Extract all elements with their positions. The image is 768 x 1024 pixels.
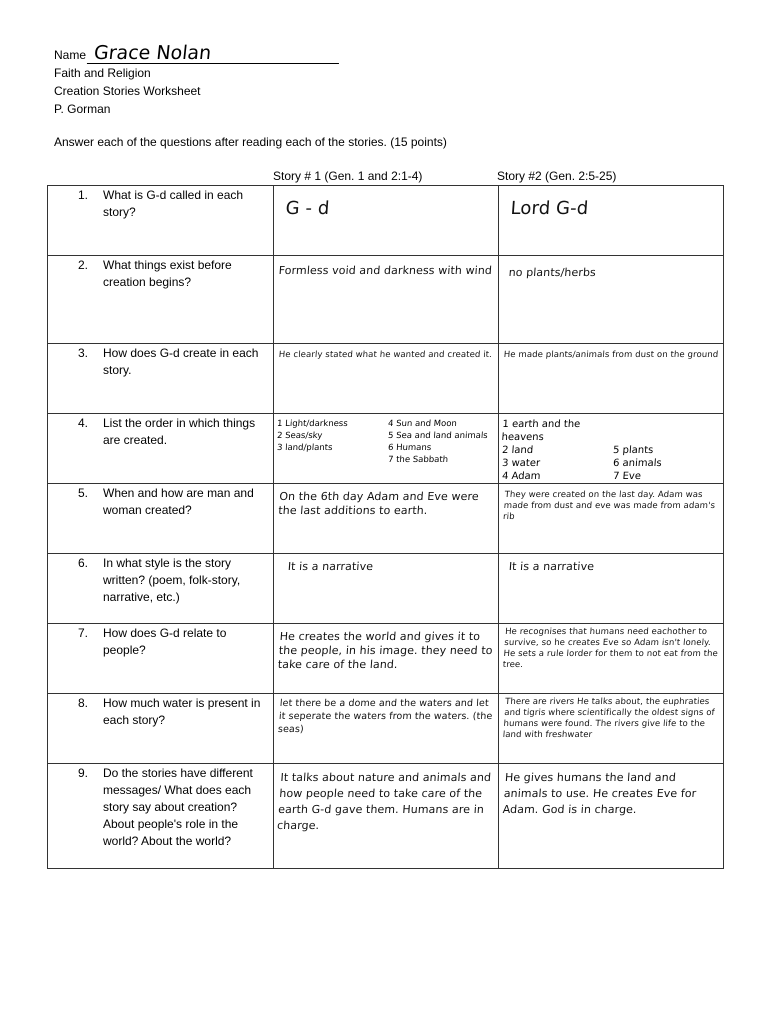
list-item: 5 Sea and land animals bbox=[387, 431, 488, 441]
answer-text: He recognises that humans need eachother to survive, so he creates Eve so Adam isn't lonely. He sets a rule lorder for them to not eat from the tree. bbox=[502, 627, 719, 670]
list-item bbox=[277, 454, 384, 466]
question-text: When and how are man and woman created? bbox=[103, 486, 254, 517]
list-item: 1 earth and the heavens bbox=[501, 419, 581, 443]
student-name: Grace Nolan bbox=[87, 43, 341, 64]
list-item: 4 Adam bbox=[501, 471, 541, 482]
answer-text: He clearly stated what he wanted and created it. bbox=[278, 350, 493, 360]
column-header-story2: Story #2 (Gen. 2:5-25) bbox=[497, 169, 617, 183]
answer-cell-story2 bbox=[499, 186, 724, 256]
list-item: 6 animals bbox=[612, 458, 662, 469]
question-number: 4. bbox=[78, 416, 89, 430]
list-item: 6 Humans bbox=[387, 443, 432, 453]
answer-cell-story1 bbox=[274, 344, 499, 414]
answer-cell-story2 bbox=[499, 344, 724, 414]
question-cell bbox=[48, 256, 274, 344]
question-number: 7. bbox=[78, 626, 89, 640]
question-cell bbox=[48, 186, 274, 256]
answer-text: no plants/herbs bbox=[508, 266, 597, 279]
answer-text: It talks about nature and animals and how people need to take care of the earth G-d gave them. Humans are in charge. bbox=[276, 771, 492, 832]
answer-cell-story2 bbox=[499, 764, 724, 869]
answer-cell-story1 bbox=[274, 414, 499, 484]
question-cell bbox=[48, 554, 274, 624]
list-item: 4 Sun and Moon bbox=[387, 419, 457, 429]
question-text: How much water is present in each story? bbox=[103, 696, 261, 727]
answer-text: He gives humans the land and animals to use. He creates Eve for Adam. God is in charge. bbox=[502, 771, 697, 816]
table-row bbox=[48, 484, 724, 554]
worksheet-header bbox=[54, 42, 340, 118]
answer-text: let there be a dome and the waters and let it seperate the waters from the waters. (the seas) bbox=[277, 698, 493, 735]
answer-cell-story1 bbox=[274, 764, 499, 869]
answer-cell-story1 bbox=[274, 186, 499, 256]
answer-cell-story1 bbox=[274, 624, 499, 694]
teacher-name: P. Gorman bbox=[54, 102, 111, 116]
question-number: 6. bbox=[78, 556, 89, 570]
table-row bbox=[48, 186, 724, 256]
answer-text: It is a narrative bbox=[508, 560, 595, 573]
answer-text: Formless void and darkness with wind bbox=[278, 264, 493, 277]
creation-order-list-story1 bbox=[274, 414, 498, 466]
question-text: In what style is the story written? (poem, folk-story, narrative, etc.) bbox=[103, 556, 241, 604]
answer-cell-story2 bbox=[499, 484, 724, 554]
answer-text: Lord G-d bbox=[509, 198, 589, 219]
answer-cell-story2 bbox=[499, 694, 724, 764]
column-header-story1: Story # 1 (Gen. 1 and 2:1-4) bbox=[273, 169, 423, 183]
creation-order-list-story2 bbox=[499, 414, 723, 483]
answer-text: They were created on the last day. Adam was made from dust and eve was made from adam's rib bbox=[502, 490, 716, 522]
table-row bbox=[48, 256, 724, 344]
list-item: 1 Light/darkness bbox=[276, 419, 349, 429]
instructions: Answer each of the questions after reading each of the stories. (15 points) bbox=[54, 135, 447, 149]
list-item: 2 land bbox=[501, 445, 534, 456]
question-number: 1. bbox=[78, 188, 89, 202]
table-row bbox=[48, 694, 724, 764]
question-number: 5. bbox=[78, 486, 89, 500]
question-cell bbox=[48, 484, 274, 554]
question-cell bbox=[48, 764, 274, 869]
answer-cell-story2 bbox=[499, 624, 724, 694]
table-row bbox=[48, 554, 724, 624]
course-name: Faith and Religion bbox=[54, 66, 151, 80]
question-number: 9. bbox=[78, 766, 89, 780]
question-number: 8. bbox=[78, 696, 89, 710]
question-cell bbox=[48, 344, 274, 414]
answer-text: There are rivers He talks about, the euphraties and tigris where scientifically the oldest signs of humans were found. The rivers give life to the land with freshwater bbox=[502, 697, 716, 740]
answer-text: He made plants/animals from dust on the ground bbox=[503, 350, 719, 360]
list-item: 7 the Sabbath bbox=[387, 455, 448, 465]
answer-text: It is a narrative bbox=[287, 560, 374, 573]
worksheet-table bbox=[47, 185, 724, 869]
answer-cell-story2 bbox=[499, 414, 724, 484]
name-label: Name bbox=[54, 48, 87, 62]
question-cell bbox=[48, 414, 274, 484]
list-item: 3 land/plants bbox=[276, 443, 333, 453]
name-line bbox=[54, 42, 340, 64]
list-item: 3 water bbox=[501, 458, 541, 469]
question-text: How does G-d relate to people? bbox=[103, 626, 227, 657]
table-row bbox=[48, 624, 724, 694]
table-row bbox=[48, 344, 724, 414]
question-number: 3. bbox=[78, 346, 89, 360]
question-text: What things exist before creation begins? bbox=[103, 258, 232, 289]
answer-cell-story2 bbox=[499, 256, 724, 344]
answer-cell-story1 bbox=[274, 694, 499, 764]
list-item bbox=[612, 418, 720, 444]
answer-cell-story1 bbox=[274, 256, 499, 344]
table-row bbox=[48, 764, 724, 869]
answer-cell-story1 bbox=[274, 554, 499, 624]
question-text: Do the stories have different messages/ What does each story say about creation? About people's role in the world? About the world? bbox=[103, 766, 253, 848]
answer-text: He creates the world and gives it to the people, in his image. they need to take care of the land. bbox=[277, 630, 494, 671]
question-number: 2. bbox=[78, 258, 89, 272]
question-text: What is G-d called in each story? bbox=[103, 188, 244, 219]
list-item: 2 Seas/sky bbox=[276, 431, 323, 441]
answer-text: On the 6th day Adam and Eve were the last additions to earth. bbox=[277, 490, 480, 517]
answer-cell-story1 bbox=[274, 484, 499, 554]
table-row bbox=[48, 414, 724, 484]
question-text: List the order in which things are created. bbox=[103, 416, 256, 447]
answer-text: G - d bbox=[284, 198, 331, 219]
question-text: How does G-d create in each story. bbox=[103, 346, 259, 377]
worksheet-title: Creation Stories Worksheet bbox=[54, 84, 201, 98]
list-item: 7 Eve bbox=[612, 471, 641, 482]
question-cell bbox=[48, 624, 274, 694]
answer-cell-story2 bbox=[499, 554, 724, 624]
list-item: 5 plants bbox=[612, 445, 654, 456]
question-cell bbox=[48, 694, 274, 764]
